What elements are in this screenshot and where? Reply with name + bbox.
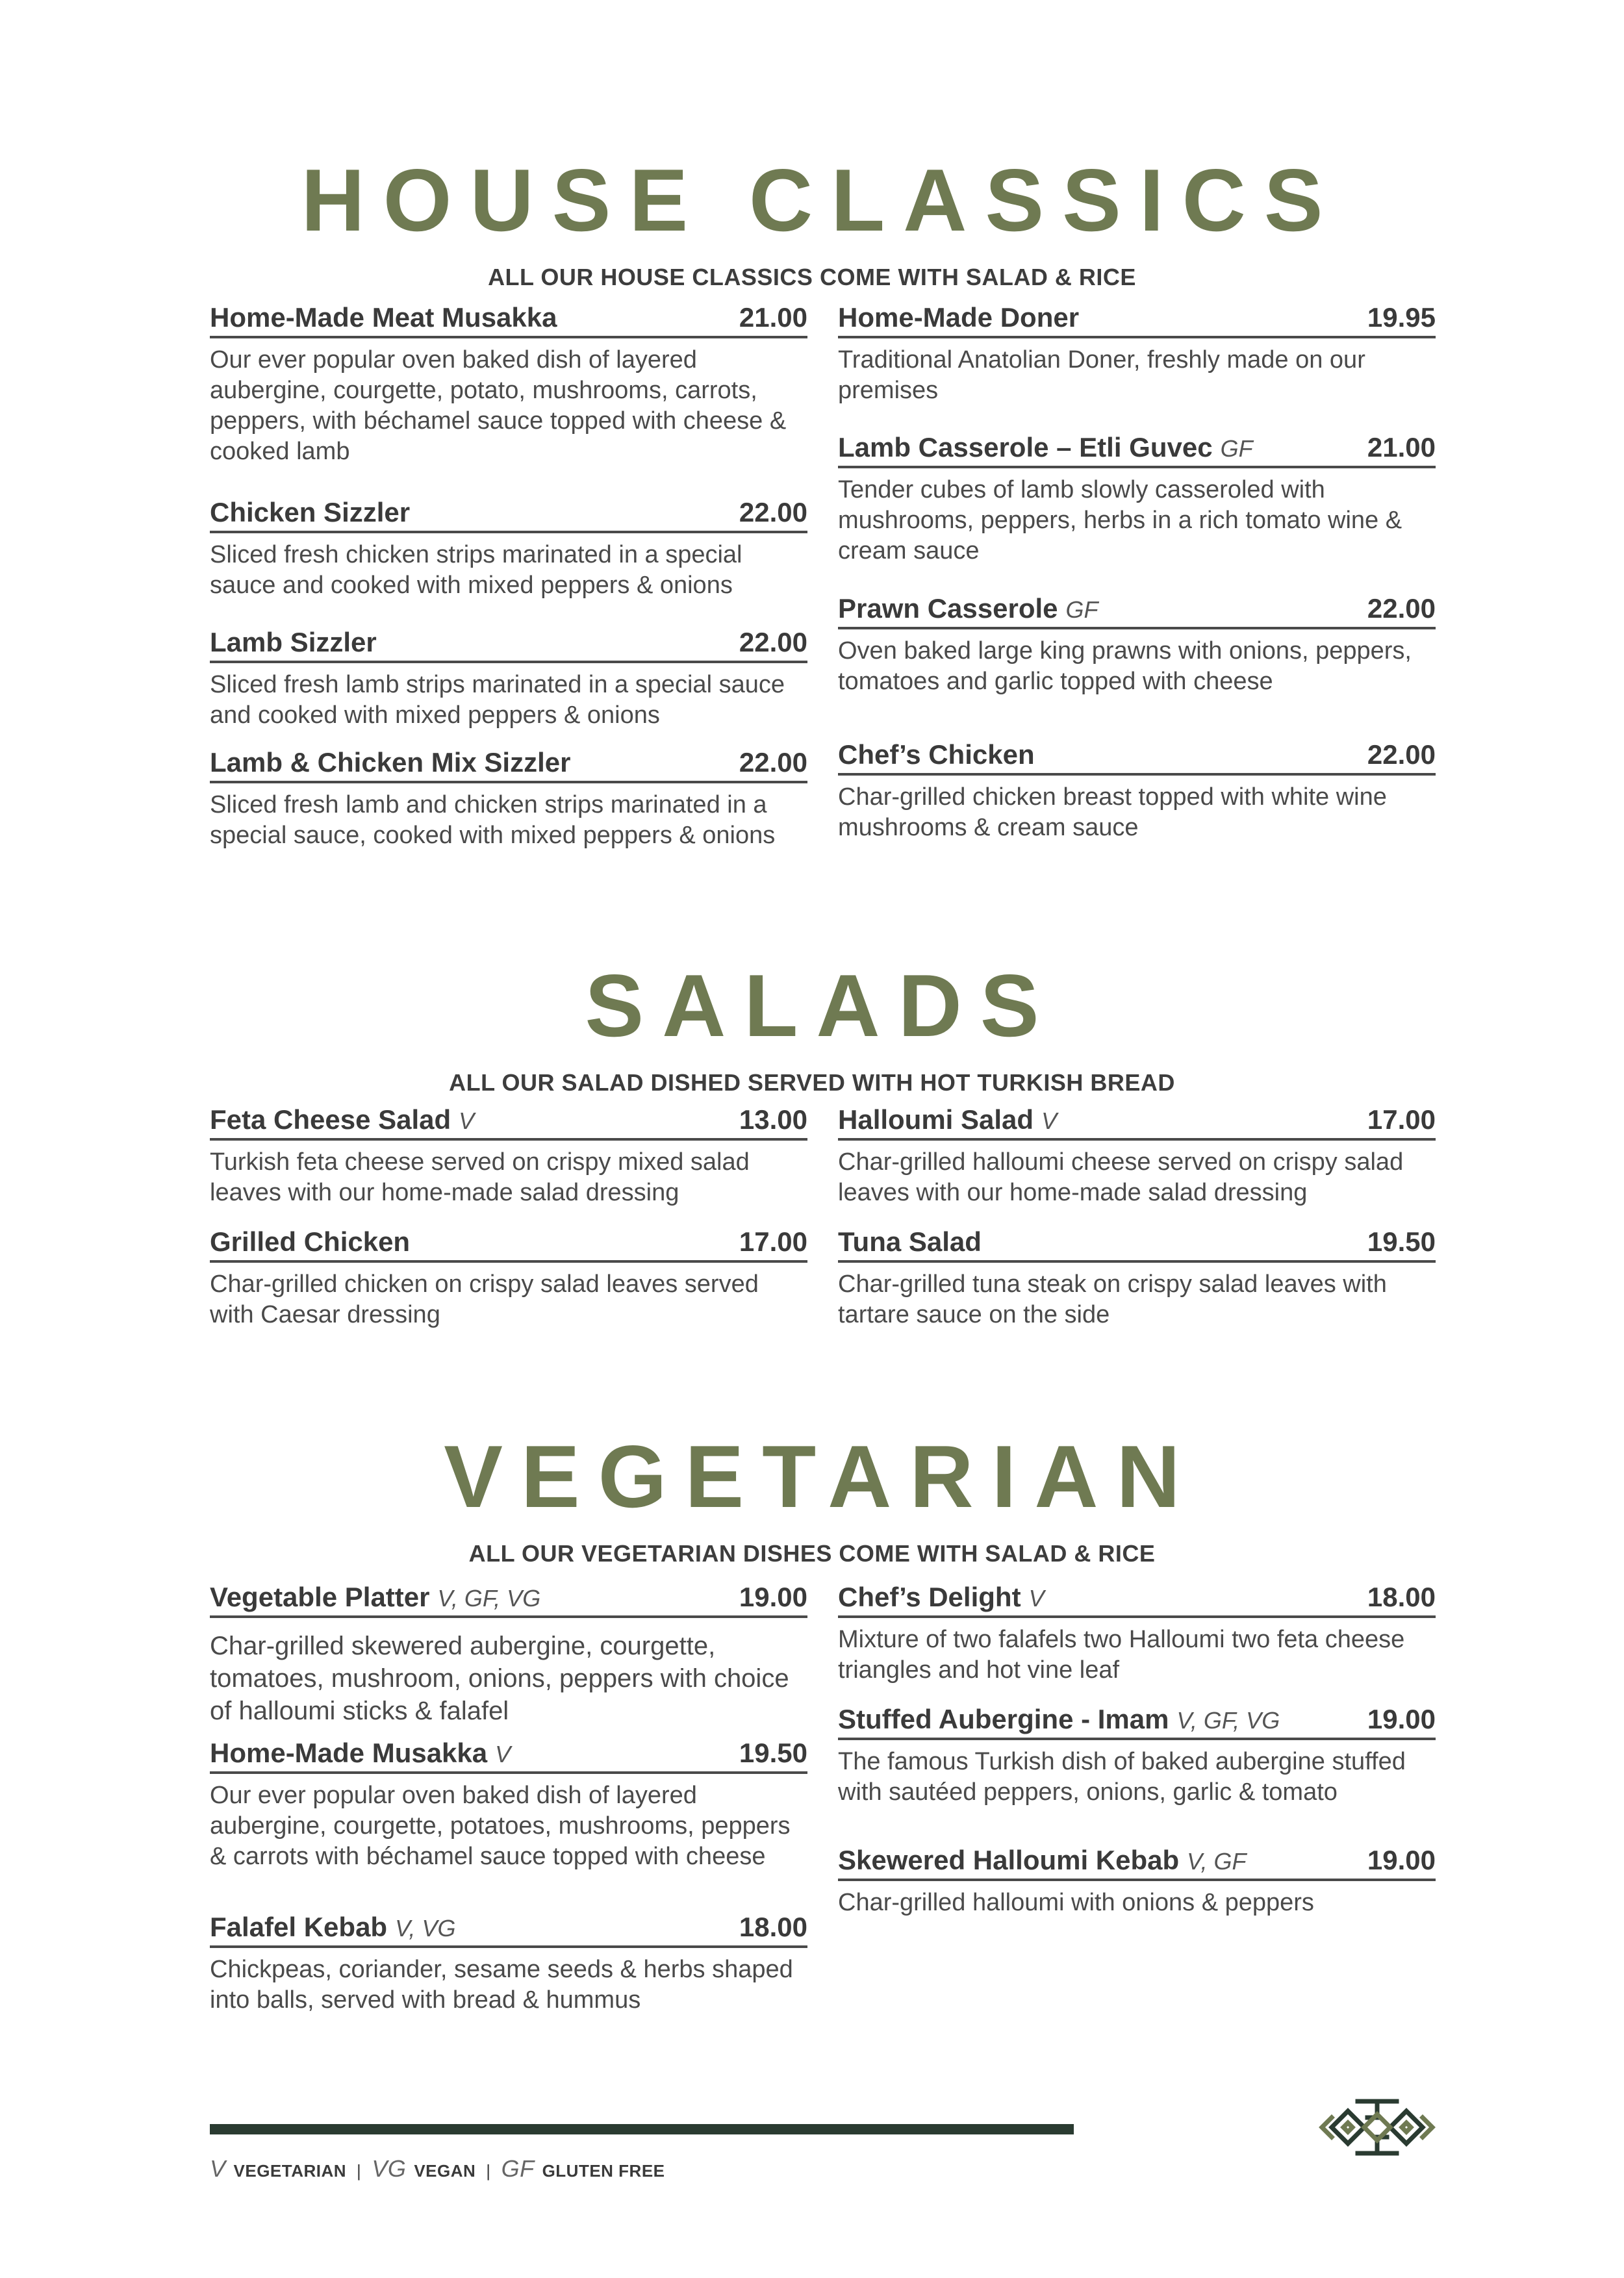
item-description: Char-grilled halloumi with onions & peppers — [838, 1889, 1314, 1916]
menu-item — [210, 1226, 807, 1330]
section-title: HOUSE CLASSICS — [301, 151, 1341, 249]
item-name: Stuffed Aubergine - Imam V, GF, VG — [838, 1704, 1280, 1734]
house-classics-section — [0, 151, 1624, 291]
item-price: 17.00 — [1367, 1104, 1436, 1135]
item-description: Mixture of two falafels two Halloumi two feta cheese triangles and hot vine leaf — [838, 1626, 1405, 1684]
salads-section — [0, 956, 1624, 1096]
item-description: Char-grilled tuna steak on crispy salad leaves with tartare sauce on the side — [838, 1271, 1387, 1328]
item-name: Chicken Sizzler — [210, 497, 411, 527]
item-price: 19.50 — [739, 1738, 807, 1768]
item-name: Lamb & Chicken Mix Sizzler — [210, 747, 571, 778]
item-description: Oven baked large king prawns with onions, peppers, tomatoes and garlic topped with cheese — [838, 637, 1412, 695]
legend-vg-abbr: VG — [372, 2155, 407, 2182]
item-description: Our ever popular oven baked dish of layered aubergine, courgette, potatoes, mushrooms, peppers & carrots with béchamel sauce topped with cheese — [210, 1782, 791, 1870]
item-description: Char-grilled chicken on crispy salad leaves served with Caesar dressing — [210, 1271, 759, 1328]
dietary-tag: V, GF, VG — [1176, 1707, 1280, 1734]
menu-item — [210, 1104, 807, 1208]
item-name: Home-Made Doner — [838, 302, 1080, 333]
item-price: 22.00 — [1367, 739, 1436, 770]
dietary-tag: V — [495, 1741, 511, 1767]
legend-v-abbr: V — [210, 2155, 226, 2182]
item-name: Lamb Sizzler — [210, 627, 377, 657]
item-name: Falafel Kebab V, VG — [210, 1912, 456, 1942]
item-name: Chef’s Chicken — [838, 739, 1035, 770]
item-description: Turkish feta cheese served on crispy mixed salad leaves with our home-made salad dressing — [210, 1148, 750, 1206]
dietary-tag: V, GF, VG — [437, 1585, 541, 1612]
menu-item — [210, 497, 807, 601]
dietary-tag: GF — [1065, 596, 1098, 623]
menu-item — [210, 302, 807, 467]
legend-v-label: VEGETARIAN — [233, 2161, 347, 2181]
menu-item — [210, 1912, 807, 2016]
menu-item — [838, 1226, 1436, 1330]
dietary-tag: V, VG — [395, 1915, 456, 1942]
menu-item — [210, 747, 807, 851]
ornamental-knot-logo-icon — [1319, 2088, 1436, 2166]
menu-item — [210, 1582, 807, 1727]
section-title: VEGETARIAN — [444, 1427, 1199, 1526]
item-description: Char-grilled halloumi cheese served on crispy salad leaves with our home-made salad dressing — [838, 1148, 1404, 1206]
item-description: Sliced fresh lamb and chicken strips marinated in a special sauce, cooked with mixed peppers & onions — [210, 791, 776, 849]
item-price: 13.00 — [739, 1104, 807, 1135]
dietary-legend — [210, 2155, 665, 2183]
menu-item — [838, 1845, 1436, 1918]
item-name: Lamb Casserole – Etli Guvec GF — [838, 432, 1253, 462]
item-price: 22.00 — [739, 627, 807, 657]
item-description: Chickpeas, coriander, sesame seeds & herbs shaped into balls, served with bread & hummus — [210, 1956, 793, 2014]
item-name: Prawn Casserole GF — [838, 593, 1098, 624]
item-price: 21.00 — [739, 302, 807, 333]
item-name: Home-Made Musakka V — [210, 1738, 511, 1768]
legend-vg-label: VEGAN — [414, 2161, 476, 2181]
item-price: 19.00 — [739, 1582, 807, 1612]
legend-gf-label: GLUTEN FREE — [542, 2161, 665, 2181]
item-price: 18.00 — [739, 1912, 807, 1942]
item-description: Sliced fresh lamb strips marinated in a special sauce and cooked with mixed peppers & onions — [210, 671, 785, 729]
item-description: Char-grilled chicken breast topped with white wine mushrooms & cream sauce — [838, 783, 1387, 841]
dietary-tag: V — [1041, 1107, 1058, 1134]
item-description: Char-grilled skewered aubergine, courgette, tomatoes, mushroom, onions, peppers with choice of halloumi sticks & falafel — [210, 1632, 789, 1725]
section-subtitle: ALL OUR VEGETARIAN DISHES COME WITH SALAD & RICE — [468, 1540, 1156, 1567]
dietary-tag: V — [1028, 1585, 1045, 1612]
menu-item — [838, 593, 1436, 697]
section-subtitle: ALL OUR HOUSE CLASSICS COME WITH SALAD & RICE — [488, 264, 1136, 290]
item-price: 18.00 — [1367, 1582, 1436, 1612]
item-name: Tuna Salad — [838, 1226, 982, 1257]
item-name: Grilled Chicken — [210, 1226, 411, 1257]
item-description: The famous Turkish dish of baked aubergine stuffed with sautéed peppers, onions, garlic & tomato — [838, 1748, 1406, 1806]
dietary-tag: GF — [1220, 435, 1253, 462]
item-price: 17.00 — [739, 1226, 807, 1257]
legend-separator: | — [357, 2161, 362, 2181]
menu-item — [838, 739, 1436, 843]
item-description: Tender cubes of lamb slowly casseroled with mushrooms, peppers, herbs in a rich tomato wine & cream sauce — [838, 476, 1402, 564]
legend-separator: | — [486, 2161, 491, 2181]
section-subtitle: ALL OUR SALAD DISHED SERVED WITH HOT TURKISH BREAD — [449, 1069, 1175, 1096]
item-price: 19.95 — [1367, 302, 1436, 333]
item-price: 22.00 — [739, 747, 807, 778]
menu-item — [210, 1738, 807, 1872]
item-price: 22.00 — [1367, 593, 1436, 624]
footer-divider-bar — [210, 2124, 1074, 2134]
item-price: 19.00 — [1367, 1845, 1436, 1875]
dietary-tag: V, GF — [1187, 1848, 1247, 1875]
menu-item — [838, 1104, 1436, 1208]
item-description: Our ever popular oven baked dish of layered aubergine, courgette, potato, mushrooms, carrots, peppers, with béchamel sauce topped with cheese & cooked lamb — [210, 346, 787, 465]
item-name: Vegetable Platter V, GF, VG — [210, 1582, 541, 1612]
section-title: SALADS — [585, 956, 1058, 1055]
menu-item — [838, 1704, 1436, 1808]
item-name: Feta Cheese Salad V — [210, 1104, 475, 1135]
menu-item — [838, 302, 1436, 406]
item-description: Sliced fresh chicken strips marinated in a special sauce and cooked with mixed peppers & onions — [210, 541, 742, 599]
dietary-tag: V — [459, 1107, 475, 1134]
legend-gf-abbr: GF — [501, 2155, 535, 2182]
item-name: Home-Made Meat Musakka — [210, 302, 557, 333]
item-description: Traditional Anatolian Doner, freshly made on our premises — [838, 346, 1365, 404]
item-price: 19.00 — [1367, 1704, 1436, 1734]
item-price: 21.00 — [1367, 432, 1436, 462]
menu-item — [838, 1582, 1436, 1686]
item-price: 19.50 — [1367, 1226, 1436, 1257]
menu-item — [838, 432, 1436, 566]
item-name: Chef’s Delight V — [838, 1582, 1045, 1612]
item-name: Skewered Halloumi Kebab V, GF — [838, 1845, 1247, 1875]
vegetarian-section — [0, 1427, 1624, 1567]
item-price: 22.00 — [739, 497, 807, 527]
item-name: Halloumi Salad V — [838, 1104, 1058, 1135]
menu-item — [210, 627, 807, 731]
